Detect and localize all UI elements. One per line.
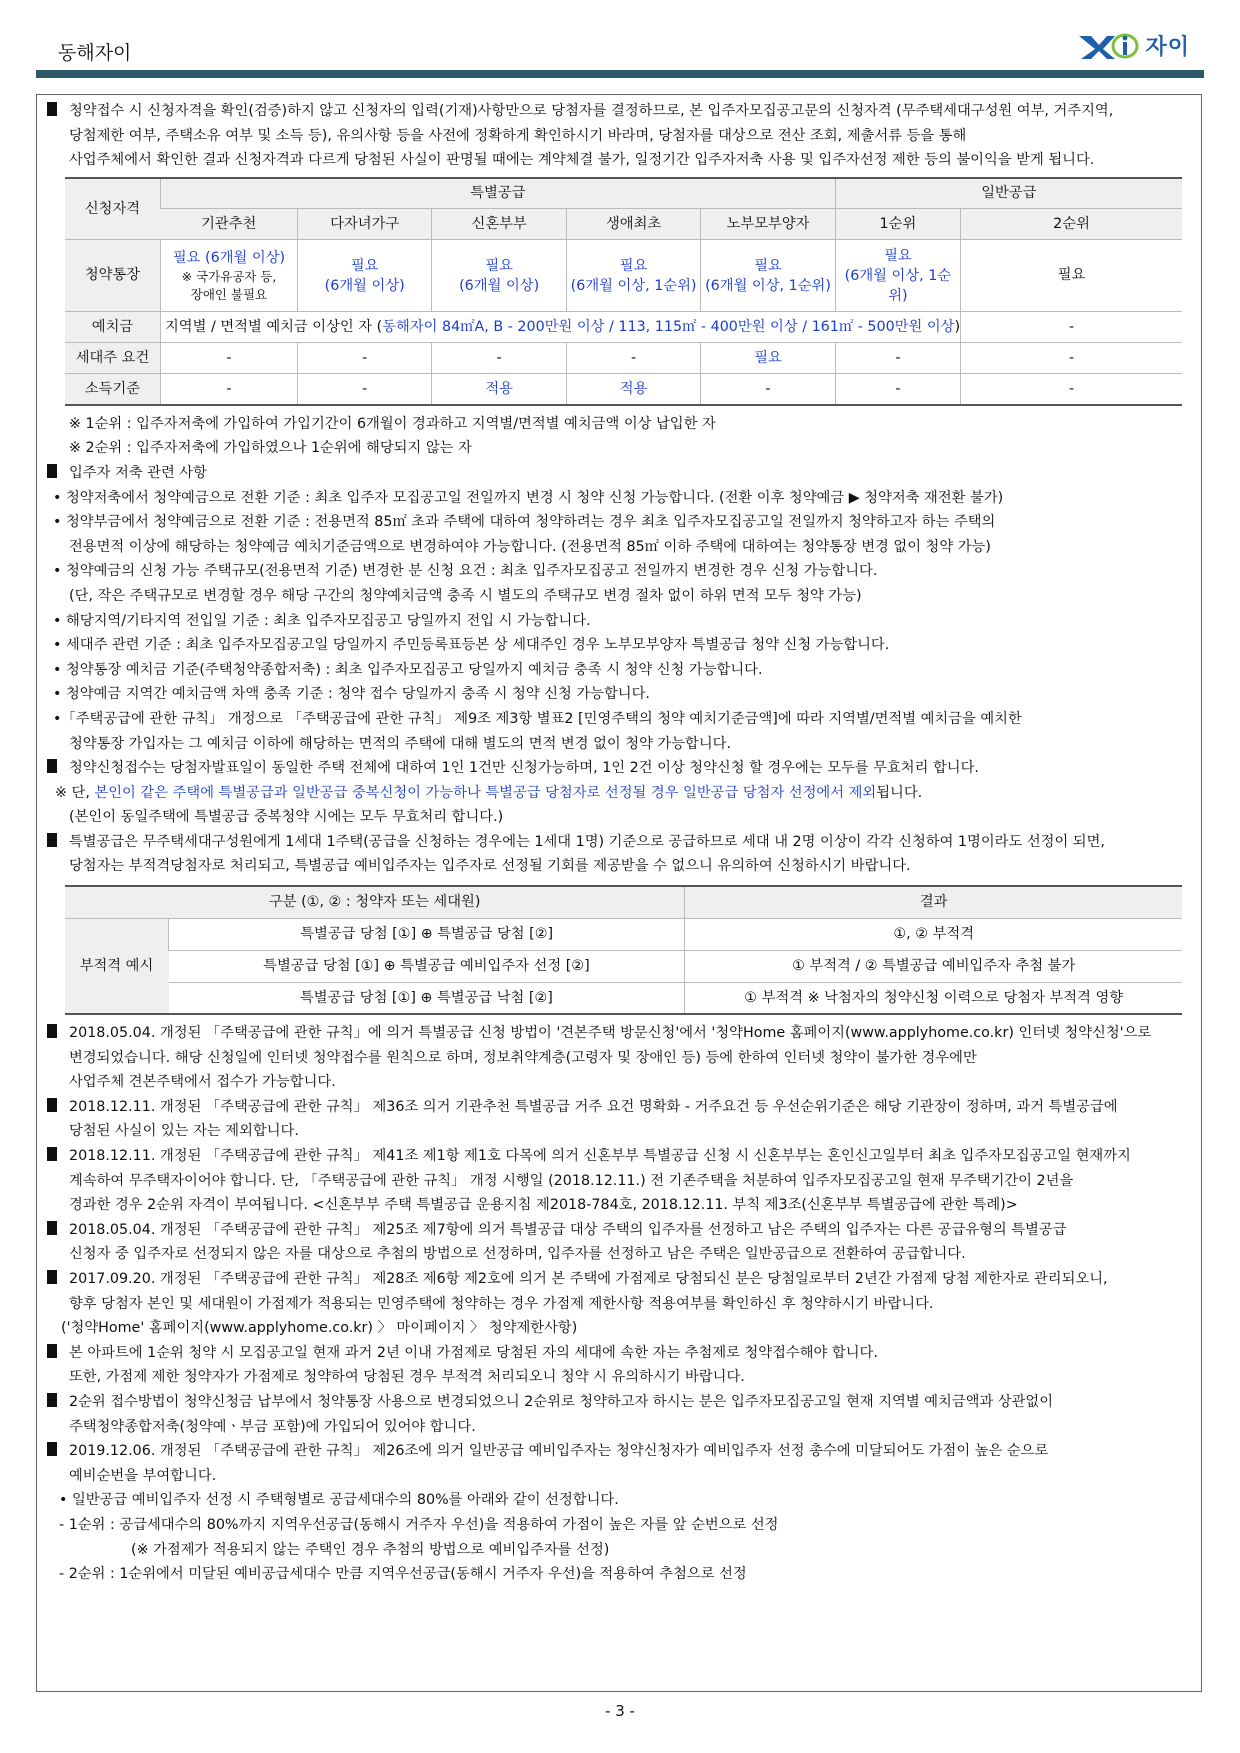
rank-note: ※ 2순위 : 입주자저축에 가입하였으나 1순위에 해당되지 않는 자	[69, 440, 472, 457]
table-cell: -	[297, 374, 431, 405]
rule-line: 본 아파트에 1순위 청약 시 모집공고일 현재 과거 2년 이내 가점제로 당첨된 자의 세대에 속한 자는 추첨제로 청약접수해야 합니다.	[47, 1341, 1193, 1366]
table-header: 2순위	[961, 209, 1182, 240]
square-bullet-icon	[47, 1024, 57, 1038]
table-header: 구분 (①, ② : 청약자 또는 세대원)	[65, 886, 685, 918]
rule-line: 당첨된 사실이 있는 자는 제외합니다.	[69, 1123, 299, 1140]
row-label: 청약통장	[65, 240, 161, 312]
logo-text: 자이	[1145, 35, 1190, 60]
section-heading: 입주자 저축 관련 사항	[47, 461, 1193, 486]
rank-note: ※ 1순위 : 입주자저축에 가입하여 가입기간이 6개월이 경과하고 지역별/면적별 예치금액 이상 납입한 자	[69, 415, 716, 432]
header-rule	[36, 70, 1204, 78]
list-item: 전용면적 이상에 해당하는 청약예금 예치기준금액으로 변경하여야 가능합니다. (전용면적 85㎡ 이하 주택에 대하여는 청약통장 변경 없이 청약 가능)	[69, 538, 991, 555]
list-item: • 일반공급 예비입주자 선정 시 주택형별로 공급세대수의 80%를 아래와 같이 선정합니다.	[59, 1492, 619, 1509]
rule-line: 변경되었습니다. 해당 신청일에 인터넷 청약접수를 원칙으로 하며, 정보취약계층(고령자 및 장애인 등) 등에 한하여 인터넷 청약이 불가한 경우에만	[69, 1049, 977, 1066]
rule-line: 또한, 가점제 제한 청약자가 가점제로 청약하여 당첨된 경우 부적격 처리되오니 청약 시 유의하시기 바랍니다.	[69, 1369, 745, 1386]
table-cell: ① 부적격 ※ 낙첨자의 청약신청 이력으로 당첨자 부적격 영향	[685, 982, 1182, 1014]
list-item: • 청약예금 지역간 예치금액 차액 충족 기준 : 청약 접수 당일까지 충족 시 청약 신청 가능합니다.	[53, 686, 650, 703]
rule-line: 경과한 경우 2순위 자격이 부여됩니다. <신혼부부 주택 특별공급 운용지침 제2018-784호, 2018.12.11. 부칙 제3조(신혼부부 특별공급에 관한 특례)>	[69, 1197, 1018, 1214]
row-label: 예치금	[65, 312, 161, 343]
row-label: 세대주 요건	[65, 343, 161, 374]
table-cell: -	[701, 374, 835, 405]
list-item: • 청약통장 예치금 기준(주택청약종합저축) : 최초 입주자모집공고 당일까지 예치금 충족 시 청약 신청 가능합니다.	[53, 661, 763, 678]
square-bullet-icon	[47, 1147, 57, 1161]
table-cell: 필요 (6개월 이상, 1순위)	[701, 240, 835, 312]
table-header: 생애최초	[566, 209, 700, 240]
row-label: 부적격 예시	[65, 918, 169, 1014]
list-item: 청약통장 가입자는 그 예치금 이하에 해당하는 면적의 주택에 대해 별도의 면적 변경 없이 청약 가능합니다.	[69, 735, 732, 752]
list-item: • 청약부금에서 청약예금으로 전환 기준 : 전용면적 85㎡ 초과 주택에 대하여 청약하려는 경우 최초 입주자모집공고일 전일까지 청약하고자 하는 주택의	[53, 514, 996, 531]
square-bullet-icon	[47, 1270, 57, 1284]
table-header: 1순위	[835, 209, 960, 240]
rule-line: 주택청약종합저축(청약예ㆍ부금 포함)에 가입되어 있어야 합니다.	[69, 1418, 476, 1435]
rule-line: 2018.12.11. 개정된 「주택공급에 관한 규칙」 제41조 제1항 제1호 다목에 의거 신혼부부 특별공급 신청 시 신혼부부는 혼인신고일부터 최초 입주자모집공고일 현재까지	[47, 1144, 1193, 1169]
square-bullet-icon	[47, 759, 57, 773]
rule-line: 2017.09.20. 개정된 「주택공급에 관한 규칙」 제28조 제6항 제2호에 의거 본 주택에 가점제로 당첨되신 분은 당첨일로부터 2년간 가점제 당첨 제한자로 관리되오니,	[47, 1267, 1193, 1292]
table-cell: 필요	[961, 240, 1182, 312]
table-header: 다자녀가구	[297, 209, 431, 240]
rule-line: 사업주체 견본주택에서 접수가 가능합니다.	[69, 1074, 336, 1091]
list-item: - 2순위 : 1순위에서 미달된 예비공급세대수 만큼 지역우선공급(동해시 거주자 우선)을 적용하여 추첨으로 선정	[59, 1566, 747, 1583]
table-cell: -	[961, 312, 1182, 343]
table-cell: -	[961, 374, 1182, 405]
square-bullet-icon	[47, 833, 57, 847]
table-cell: 특별공급 당첨 [①] ⊕ 특별공급 낙첨 [②]	[169, 982, 685, 1014]
brand-logo	[1077, 30, 1190, 61]
square-bullet-icon	[47, 1393, 57, 1407]
table-cell: -	[161, 374, 298, 405]
square-bullet-icon	[47, 1098, 57, 1112]
rule-line: 신청자 중 입주자로 선정되지 않은 자를 대상으로 추첨의 방법으로 선정하며, 입주자를 선정하고 남은 주택은 일반공급으로 전환하여 공급합니다.	[69, 1246, 966, 1263]
rule-line: 2018.05.04. 개정된 「주택공급에 관한 규칙」 제25조 제7항에 의거 특별공급 대상 주택의 입주자를 선정하고 남은 주택의 입주자는 다른 공급유형의 특별공급	[47, 1218, 1193, 1243]
rule-line: ('청약Home' 홈페이지(www.applyhome.co.kr) 〉 마이페이지 〉 청약제한사항)	[61, 1320, 578, 1337]
table-header: 결과	[685, 886, 1182, 918]
table-cell: -	[566, 343, 700, 374]
table-cell: 필요 (6개월 이상) ※ 국가유공자 등, 장애인 불필요	[161, 240, 298, 312]
table-header: 신청자격	[65, 178, 161, 240]
notice-line: (본인이 동일주택에 특별공급 중복청약 시에는 모두 무효처리 합니다.)	[69, 809, 504, 826]
table-cell: 적용	[566, 374, 700, 405]
table-cell: -	[835, 374, 960, 405]
list-item: •「주택공급에 관한 규칙」 개정으로 「주택공급에 관한 규칙」 제9조 제3항 별표2 [민영주택의 청약 예치기준금액]에 따라 지역별/면적별 예치금을 예치한	[53, 710, 1022, 727]
square-bullet-icon	[47, 464, 57, 478]
square-bullet-icon	[47, 1221, 57, 1235]
square-bullet-icon	[47, 1442, 57, 1456]
rule-line: 2순위 접수방법이 청약신청금 납부에서 청약통장 사용으로 변경되었으니 2순위로 청약하고자 하시는 분은 입주자모집공고일 현재 지역별 예치금액과 상관없이	[47, 1390, 1193, 1415]
square-bullet-icon	[47, 1344, 57, 1358]
table-cell: 적용	[432, 374, 566, 405]
table-cell: -	[297, 343, 431, 374]
rule-line: 2018.05.04. 개정된 「주택공급에 관한 규칙」에 의거 특별공급 신청 방법이 '견본주택 방문신청'에서 '청약Home 홈페이지(www.applyhome.co.kr) 인터넷 청약신청'으로	[47, 1021, 1193, 1046]
table-header: 기관추천	[161, 209, 298, 240]
table-header: 신혼부부	[432, 209, 566, 240]
table-cell: ① 부적격 / ② 특별공급 예비입주자 추첨 불가	[685, 950, 1182, 982]
notice-line: ※ 단, 본인이 같은 주택에 특별공급과 일반공급 중복신청이 가능하나 특별공급 당첨자로 선정될 경우 일반공급 당첨자 선정에서 제외됩니다.	[55, 784, 923, 801]
table-cell: 지역별 / 면적별 예치금 이상인 자 (동해자이 84㎡A, B - 200만원 이상 / 113, 115㎡ - 400만원 이상 / 161㎡ - 500만원 이상)	[161, 312, 961, 343]
notice-line: 당첨자는 부적격당첨자로 처리되고, 특별공급 예비입주자는 입주자로 선정될 기회를 제공받을 수 없으니 유의하여 신청하시기 바랍니다.	[69, 858, 911, 875]
intro-line: 당첨제한 여부, 주택소유 여부 및 소득 등), 유의사항 등을 사전에 정확하게 확인하시기 바라며, 당첨자를 대상으로 전산 조회, 제출서류 등을 통해	[69, 127, 967, 144]
rule-line: 2019.12.06. 개정된 「주택공급에 관한 규칙」 제26조에 의거 일반공급 예비입주자는 청약신청자가 예비입주자 선정 총수에 미달되어도 가점이 높은 순으로	[47, 1439, 1193, 1464]
ineligible-example-table	[65, 885, 1182, 1015]
list-item: (※ 가점제가 적용되지 않는 주택인 경우 추첨의 방법으로 예비입주자를 선정)	[131, 1541, 610, 1558]
page-number: - 3 -	[605, 1702, 635, 1720]
rule-line: 예비순번을 부여합니다.	[69, 1467, 217, 1484]
page-frame	[36, 94, 1202, 1692]
table-cell: 필요 (6개월 이상, 1순위)	[835, 240, 960, 312]
intro-line: 청약접수 시 신청자격을 확인(검증)하지 않고 신청자의 입력(기재)사항만으로 당첨자를 결정하므로, 본 입주자모집공고문의 신청자격 (무주택세대구성원 여부, 거주지역,	[47, 99, 1193, 124]
list-item: (단, 작은 주택규모로 변경할 경우 해당 구간의 청약예치금액 충족 시 별도의 주택규모 변경 절차 없이 하위 면적 모두 청약 가능)	[69, 587, 862, 604]
list-item: • 해당지역/기타지역 전입일 기준 : 최초 입주자모집공고 당일까지 전입 시 가능합니다.	[53, 612, 591, 629]
table-cell: 필요	[701, 343, 835, 374]
rule-line: 계속하여 무주택자이어야 합니다. 단, 「주택공급에 관한 규칙」 개정 시행일 (2018.12.11.) 전 기존주택을 처분하여 입주자모집공고일 현재 무주택기간이 2년을	[69, 1172, 1074, 1189]
table-cell: 필요 (6개월 이상)	[432, 240, 566, 312]
eligibility-table	[65, 177, 1182, 406]
notice-line: 청약신청접수는 당첨자발표일이 동일한 주택 전체에 대하여 1인 1건만 신청가능하며, 1인 2건 이상 청약신청 할 경우에는 모두를 무효처리 합니다.	[47, 756, 1193, 781]
table-header: 노부모부양자	[701, 209, 835, 240]
document-body	[47, 99, 1193, 1587]
table-header: 일반공급	[835, 178, 1182, 209]
row-label: 소득기준	[65, 374, 161, 405]
table-cell: 특별공급 당첨 [①] ⊕ 특별공급 예비입주자 선정 [②]	[169, 950, 685, 982]
list-item: - 1순위 : 공급세대수의 80%까지 지역우선공급(동해시 거주자 우선)을 적용하여 가점이 높은 자를 앞 순번으로 선정	[59, 1516, 779, 1533]
notice-line: 특별공급은 무주택세대구성원에게 1세대 1주택(공급을 신청하는 경우에는 1세대 1명) 기준으로 공급하므로 세대 내 2명 이상이 각각 신청하여 1명이라도 선정이 되면,	[47, 830, 1193, 855]
list-item: • 청약저축에서 청약예금으로 전환 기준 : 최초 입주자 모집공고일 전일까지 변경 시 청약 신청 가능합니다. (전환 이후 청약예금 ▶ 청약저축 재전환 불가)	[53, 489, 1004, 506]
table-cell: 필요 (6개월 이상)	[297, 240, 431, 312]
list-item: • 청약예금의 신청 가능 주택규모(전용면적 기준) 변경한 분 신청 요건 : 최초 입주자모집공고 전일까지 변경한 경우 신청 가능합니다.	[53, 563, 878, 580]
rule-line: 2018.12.11. 개정된 「주택공급에 관한 규칙」 제36조 의거 기관추천 특별공급 거주 요건 명확화 - 거주요건 등 우선순위기준은 해당 기관장이 정하며, 과거 특별공급에	[47, 1095, 1193, 1120]
table-cell: -	[961, 343, 1182, 374]
table-cell: -	[835, 343, 960, 374]
intro-line: 사업주체에서 확인한 결과 신청자격과 다르게 당첨된 사실이 판명될 때에는 계약체결 불가, 일정기간 입주자저축 사용 및 입주자선정 제한 등의 불이익을 받게 됩니다.	[69, 152, 1095, 169]
list-item: • 세대주 관련 기준 : 최초 입주자모집공고일 당일까지 주민등록표등본 상 세대주인 경우 노부모부양자 특별공급 청약 신청 가능합니다.	[53, 637, 890, 654]
table-cell: 필요 (6개월 이상, 1순위)	[566, 240, 700, 312]
table-header: 특별공급	[161, 178, 836, 209]
table-cell: ①, ② 부적격	[685, 918, 1182, 950]
table-cell: -	[161, 343, 298, 374]
page-header-title: 동해자이	[58, 42, 132, 64]
xi-logo-icon	[1077, 32, 1141, 60]
rule-line: 향후 당첨자 본인 및 세대원이 가점제가 적용되는 민영주택에 청약하는 경우 가점제 제한사항 적용여부를 확인하신 후 청약하시기 바랍니다.	[69, 1295, 934, 1312]
table-cell: 특별공급 당첨 [①] ⊕ 특별공급 당첨 [②]	[169, 918, 685, 950]
table-cell: -	[432, 343, 566, 374]
square-bullet-icon	[47, 102, 57, 116]
